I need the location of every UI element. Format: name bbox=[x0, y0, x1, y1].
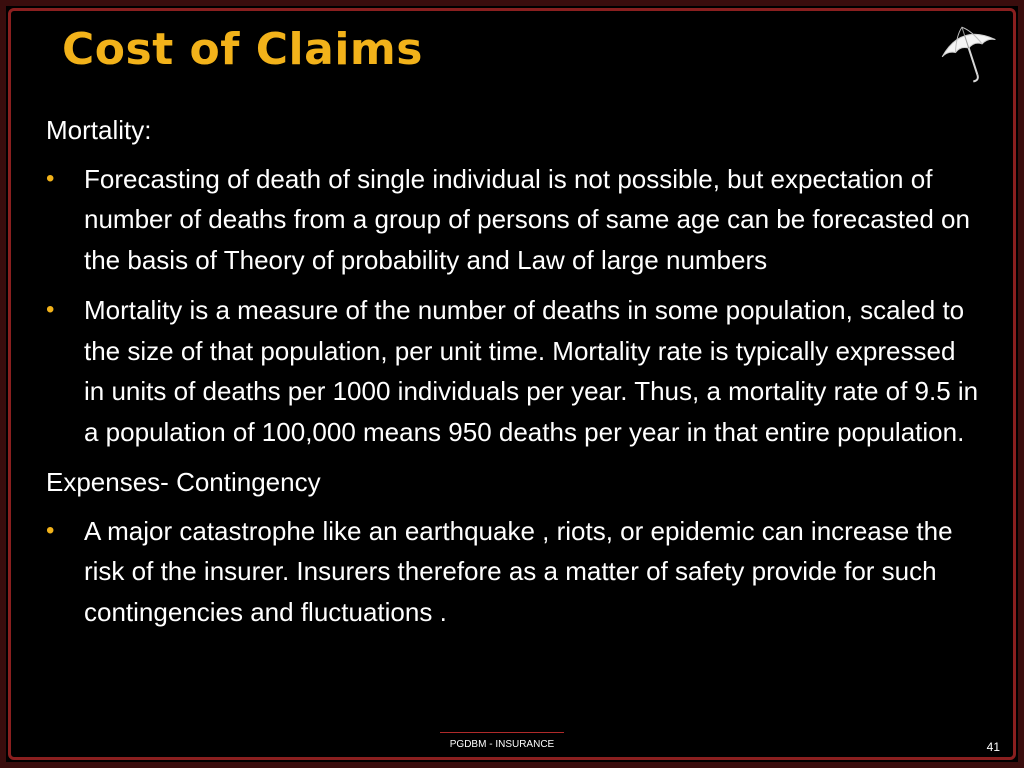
section-heading-expenses: Expenses- Contingency bbox=[46, 467, 321, 497]
bullet-item bbox=[46, 159, 981, 281]
footer-label: PGDBM - INSURANCE bbox=[440, 732, 564, 750]
bullet-text: A major catastrophe like an earthquake , riots, or epidemic can increase the risk of the insurer. Insurers therefore as a matter of safety provide for such contingencies and fluctuations . bbox=[84, 515, 953, 627]
umbrella-icon bbox=[936, 18, 1004, 86]
section-heading-mortality: Mortality: bbox=[46, 115, 152, 145]
mortality-bullet-list bbox=[46, 159, 981, 453]
bullet-icon: • bbox=[46, 516, 55, 544]
bullet-icon: • bbox=[46, 296, 55, 323]
bullet-icon: • bbox=[46, 164, 55, 192]
page-number: 41 bbox=[986, 740, 1000, 754]
bullet-item bbox=[46, 290, 981, 452]
bullet-item bbox=[46, 511, 981, 633]
bullet-text: Forecasting of death of single individual is not possible, but expectation of number of deaths from a group of persons of same age can be forecasted on the basis of Theory of probability and Law of large numbers bbox=[84, 163, 970, 275]
expenses-bullet-list bbox=[46, 511, 981, 633]
slide-title: Cost of Claims bbox=[62, 24, 423, 75]
bullet-text: Mortality is a measure of the number of deaths in some population, scaled to the size of that population, per unit time. Mortality rate is typically expressed in units of deaths per 1000 individuals per year. Thus, a mortality rate of 9.5 in a population of 100,000 means 950 deaths per year in that entire population. bbox=[84, 295, 979, 447]
slide-content bbox=[46, 110, 981, 642]
